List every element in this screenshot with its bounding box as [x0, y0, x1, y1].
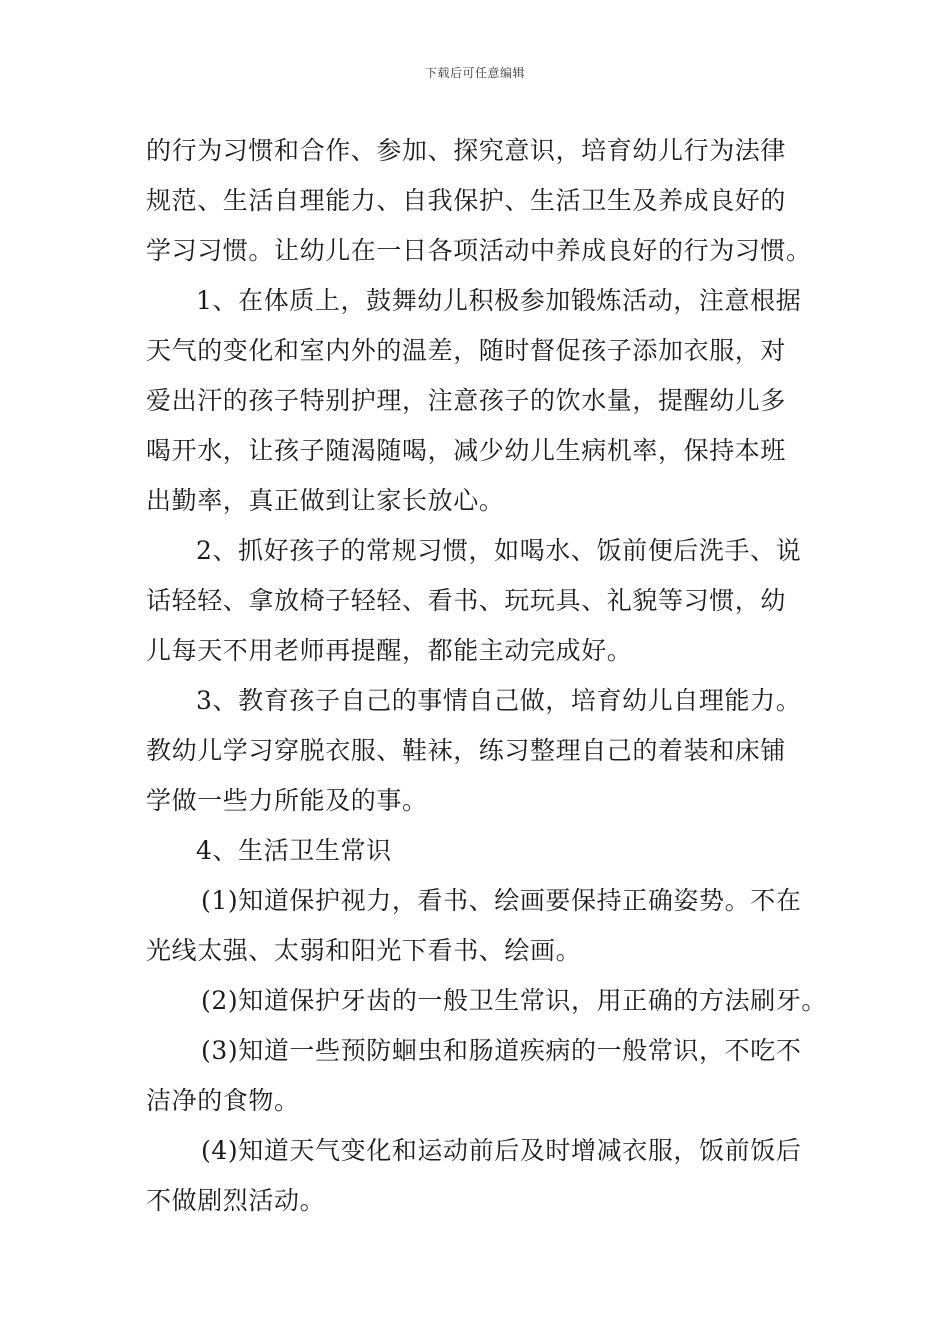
- paragraph-2-start: 2、抓好孩子的常规习惯，如喝水、饭前便后洗手、说: [196, 536, 802, 565]
- text-line: 儿每天不用老师再提醒，都能主动完成好。: [146, 636, 633, 665]
- section-heading: 4、生活卫生常识: [196, 836, 392, 865]
- list-item-1-start: (1)知道保护视力，看书、绘画要保持正确姿势。不在: [201, 886, 802, 915]
- paragraph-1-start: 1、在体质上，鼓舞幼儿积极参加锻炼活动，注意根据: [196, 286, 802, 315]
- document-body: [146, 126, 828, 1226]
- text-line: 天气的变化和室内外的温差，随时督促孩子添加衣服，对: [146, 336, 787, 365]
- list-item-3-start: (3)知道一些预防蛔虫和肠道疾病的一般常识，不吃不: [201, 1036, 802, 1065]
- page-header: 下载后可任意编辑: [424, 66, 525, 80]
- text-line: 学做一些力所能及的事。: [146, 786, 428, 815]
- list-item-2: (2)知道保护牙齿的一般卫生常识，用正确的方法刷牙。: [201, 986, 828, 1015]
- text-line: 爱出汗的孩子特别护理，注意孩子的饮水量，提醒幼儿多: [146, 386, 787, 415]
- paragraph-3-start: 3、教育孩子自己的事情自己做，培育幼儿自理能力。: [196, 686, 802, 715]
- text-line: 喝开水，让孩子随渴随喝，减少幼儿生病机率，保持本班: [146, 436, 787, 465]
- text-line: 出勤率，真正做到让家长放心。: [146, 486, 505, 515]
- text-line: 的行为习惯和合作、参加、探究意识，培育幼儿行为法律: [146, 136, 787, 165]
- text-line: 规范、生活自理能力、自我保护、生活卫生及养成良好的: [146, 186, 787, 215]
- list-item-4-start: (4)知道天气变化和运动前后及时增减衣服，饭前饭后: [201, 1136, 802, 1165]
- text-line: 光线太强、太弱和阳光下看书、绘画。: [146, 936, 582, 965]
- text-line: 不做剧烈活动。: [146, 1186, 326, 1215]
- text-line: 学习习惯。让幼儿在一日各项活动中养成良好的行为习惯。: [146, 236, 812, 265]
- text-line: 洁净的食物。: [146, 1086, 300, 1115]
- text-line: 话轻轻、拿放椅子轻轻、看书、玩玩具、礼貌等习惯，幼: [146, 586, 787, 615]
- text-line: 教幼儿学习穿脱衣服、鞋袜，练习整理自己的着装和床铺: [146, 736, 787, 765]
